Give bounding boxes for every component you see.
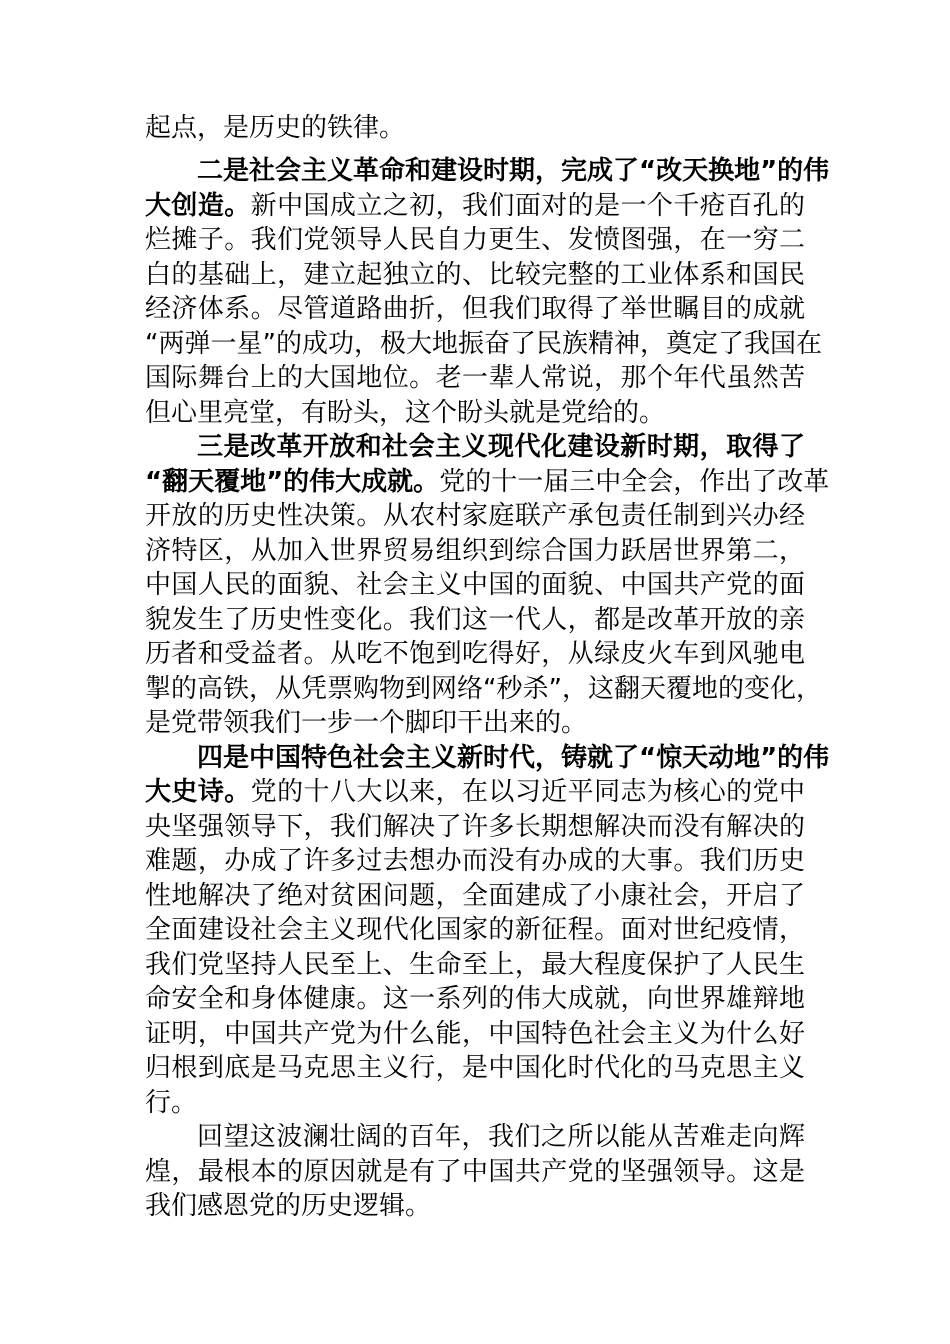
text-line bbox=[145, 637, 805, 672]
body-text: 难题，办成了许多过去想办而没有办成的大事。我们历史 bbox=[145, 846, 805, 876]
body-text: 中国人民的面貌、社会主义中国的面貌、中国共产党的面 bbox=[145, 570, 805, 600]
text-line bbox=[145, 534, 805, 569]
text-line bbox=[145, 603, 805, 638]
text-line bbox=[145, 810, 805, 845]
text-line bbox=[145, 775, 805, 810]
body-text: 新中国成立之初，我们面对的是一个千疮百孔的 bbox=[250, 190, 805, 221]
text-line bbox=[145, 465, 830, 500]
text-line bbox=[145, 1120, 805, 1155]
bold-heading-text: 二是社会主义革命和建设时期，完成了“改天换地”的伟 bbox=[197, 156, 830, 186]
text-line bbox=[145, 1189, 805, 1224]
body-text: 貌发生了历史性变化。我们这一代人，都是改革开放的亲 bbox=[145, 604, 805, 635]
text-line bbox=[145, 672, 822, 707]
text-line bbox=[145, 111, 805, 146]
body-text: 我们感恩党的历史逻辑。 bbox=[145, 1191, 432, 1221]
body-text: 全面建设社会主义现代化国家的新征程。面对世纪疫情， bbox=[145, 915, 805, 945]
text-line bbox=[145, 327, 822, 362]
bold-heading-text: “翻天覆地”的伟大成就。 bbox=[145, 466, 440, 497]
text-line bbox=[145, 1051, 805, 1086]
body-text: 经济体系。尽管道路曲折，但我们取得了举世瞩目的成就 bbox=[145, 294, 805, 324]
body-text: 煌，最根本的原因就是有了中国共产党的坚强领导。这是 bbox=[145, 1156, 805, 1187]
text-line bbox=[145, 258, 805, 293]
body-text: 起点，是历史的铁律。 bbox=[145, 113, 406, 143]
bold-heading-text: 三是改革开放和社会主义现代化建设新时期，取得了 bbox=[197, 432, 805, 462]
body-text: 但心里亮堂，有盼头，这个盼头就是党给的。 bbox=[145, 397, 666, 428]
text-line bbox=[145, 189, 805, 224]
body-text: 命安全和身体健康。这一系列的伟大成就，向世界雄辩地 bbox=[145, 984, 805, 1014]
text-line bbox=[145, 1017, 805, 1052]
text-line bbox=[145, 361, 805, 396]
text-line bbox=[145, 1155, 805, 1190]
text-line bbox=[145, 154, 830, 189]
bold-heading-text: 大创造。 bbox=[145, 190, 251, 221]
body-text: “两弹一星”的成功，极大地振奋了民族精神，奠定了我国在 bbox=[145, 328, 822, 359]
body-text: 行。 bbox=[145, 1087, 198, 1118]
text-line bbox=[145, 948, 805, 983]
text-line bbox=[145, 982, 805, 1017]
text-line bbox=[145, 879, 805, 914]
body-text: 是党带领我们一步一个脚印干出来的。 bbox=[145, 708, 588, 738]
body-text: 历者和受益者。从吃不饱到吃得好，从绿皮火车到风驰电 bbox=[145, 639, 805, 669]
body-text: 性地解决了绝对贫困问题，全面建成了小康社会，开启了 bbox=[145, 880, 805, 911]
text-line bbox=[145, 430, 805, 465]
bold-heading-text: 四是中国特色社会主义新时代，铸就了“惊天动地”的伟 bbox=[197, 742, 830, 773]
text-line bbox=[145, 913, 805, 948]
text-line bbox=[145, 396, 805, 431]
text-line bbox=[145, 844, 805, 879]
body-text: 党的十八大以来，在以习近平同志为核心的党中 bbox=[250, 777, 805, 807]
body-text: 掣的高铁，从凭票购物到网络“秒杀”，这翻天覆地的变化， bbox=[145, 673, 822, 704]
text-line bbox=[145, 741, 830, 776]
body-text: 回望这波澜壮阔的百年，我们之所以能从苦难走向辉 bbox=[197, 1122, 805, 1152]
text-line bbox=[145, 568, 805, 603]
text-line bbox=[145, 223, 805, 258]
body-text: 济特区，从加入世界贸易组织到综合国力跃居世界第二， bbox=[145, 535, 805, 566]
body-text: 我们党坚持人民至上、生命至上，最大程度保护了人民生 bbox=[145, 949, 805, 980]
body-text: 白的基础上，建立起独立的、比较完整的工业体系和国民 bbox=[145, 259, 805, 290]
bold-heading-text: 大史诗。 bbox=[145, 777, 251, 807]
text-line bbox=[145, 499, 805, 534]
body-text: 党的十一届三中全会，作出了改革 bbox=[439, 466, 830, 497]
body-text: 归根到底是马克思主义行，是中国化时代化的马克思主义 bbox=[145, 1053, 805, 1083]
body-text: 央坚强领导下，我们解决了许多长期想解决而没有解决的 bbox=[145, 811, 805, 842]
text-line bbox=[145, 706, 805, 741]
body-text: 开放的历史性决策。从农村家庭联产承包责任制到兴办经 bbox=[145, 501, 805, 531]
text-line bbox=[145, 1086, 805, 1121]
body-text: 证明，中国共产党为什么能，中国特色社会主义为什么好 bbox=[145, 1018, 805, 1049]
document-body bbox=[145, 111, 830, 1224]
body-text: 烂摊子。我们党领导人民自力更生、发愤图强，在一穷二 bbox=[145, 225, 805, 255]
text-line bbox=[145, 292, 805, 327]
body-text: 国际舞台上的大国地位。老一辈人常说，那个年代虽然苦 bbox=[145, 363, 805, 393]
